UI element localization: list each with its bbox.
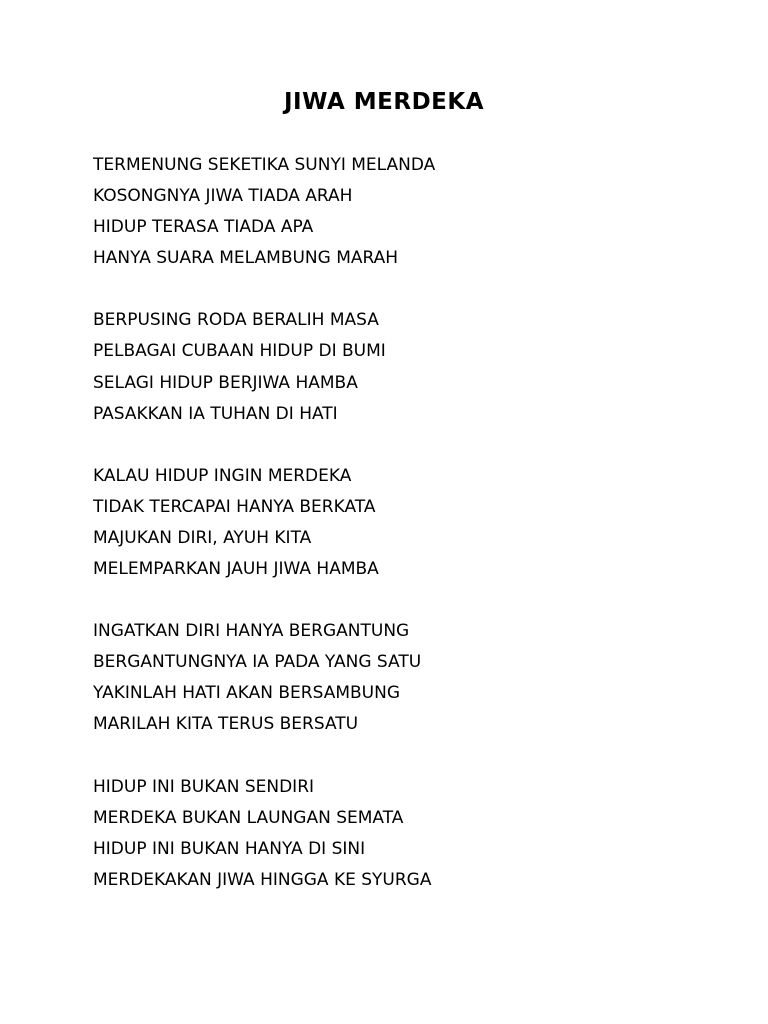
stanza-3 xyxy=(93,461,733,585)
stanza-5 xyxy=(93,772,733,896)
stanza-2 xyxy=(93,305,733,429)
poem-line: PASAKKAN IA TUHAN DI HATI xyxy=(93,403,338,424)
poem-line: KALAU HIDUP INGIN MERDEKA xyxy=(93,465,352,486)
stanza-1 xyxy=(93,150,733,274)
poem-line: TIDAK TERCAPAI HANYA BERKATA xyxy=(93,496,376,517)
poem-line: HIDUP INI BUKAN HANYA DI SINI xyxy=(93,838,366,859)
poem-body xyxy=(93,150,733,927)
poem-line: PELBAGAI CUBAAN HIDUP DI BUMI xyxy=(93,341,386,362)
poem-line: MERDEKA BUKAN LAUNGAN SEMATA xyxy=(93,807,404,828)
poem-line: INGATKAN DIRI HANYA BERGANTUNG xyxy=(93,621,410,642)
poem-line: YAKINLAH HATI AKAN BERSAMBUNG xyxy=(93,683,400,704)
poem-line: SELAGI HIDUP BERJIWA HAMBA xyxy=(93,372,358,393)
stanza-4 xyxy=(93,616,733,740)
poem-line: BERGANTUNGNYA IA PADA YANG SATU xyxy=(93,652,422,673)
poem-title: JIWA MERDEKA xyxy=(284,89,484,115)
poem-line: HIDUP INI BUKAN SENDIRI xyxy=(93,776,315,797)
poem-line: MELEMPARKAN JAUH JIWA HAMBA xyxy=(93,559,379,580)
poem-line: MAJUKAN DIRI, AYUH KITA xyxy=(93,527,312,548)
poem-line: HANYA SUARA MELAMBUNG MARAH xyxy=(93,248,399,269)
poem-line: TERMENUNG SEKETIKA SUNYI MELANDA xyxy=(93,155,436,175)
poem-line: KOSONGNYA JIWA TIADA ARAH xyxy=(93,186,353,207)
poem-line: MARILAH KITA TERUS BERSATU xyxy=(93,714,359,735)
poem-line: MERDEKAKAN JIWA HINGGA KE SYURGA xyxy=(93,869,432,890)
poem-line: BERPUSING RODA BERALIH MASA xyxy=(93,310,379,331)
poem-line: HIDUP TERASA TIADA APA xyxy=(93,217,314,238)
